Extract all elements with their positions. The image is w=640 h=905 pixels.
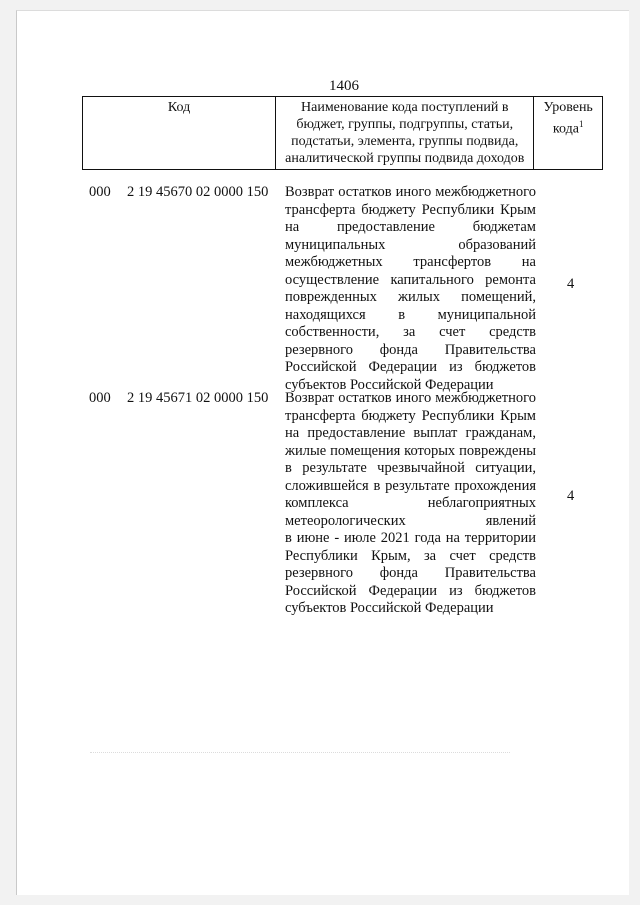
- table-row: [89, 184, 595, 396]
- name-line: сложившейся в результате прохождения: [285, 477, 536, 494]
- name-line: субъектов Российской Федерации: [285, 376, 494, 393]
- name-line: собственности, за счет средств: [285, 324, 536, 340]
- header-code: Код: [83, 97, 276, 170]
- name-line: Российской Федерации из бюджетов: [285, 582, 536, 599]
- name-line: жилые помещения которых повреждены: [285, 442, 536, 459]
- name-line: находящихся в муниципальной: [285, 306, 536, 323]
- name-line: субъектов Российской Федерации: [285, 600, 494, 616]
- header-level-text: Уровень кода: [543, 100, 593, 137]
- name-line: метеорологических явлений: [285, 512, 536, 529]
- name-line: Возврат остатков иного межбюджетного: [285, 184, 536, 200]
- name-line: резервного фонда Правительства: [285, 341, 536, 358]
- name-line: комплекса неблагоприятных: [285, 495, 536, 511]
- page-number: 1406: [329, 78, 359, 94]
- revenue-code: 2 19 45670 02 0000 150: [127, 184, 269, 200]
- footnote-marker: 1: [578, 119, 584, 129]
- header-level: [534, 97, 603, 170]
- header-table: [82, 96, 603, 170]
- name-line: осуществление капитального ремонта: [285, 271, 536, 288]
- table-row: [89, 390, 595, 620]
- header-name: Наименование кода поступлений в бюджет, группы, подгруппы, статьи, подстатьи, элемента, группы подвида, аналитической группы подвида доходов: [276, 97, 534, 170]
- name-line: резервного фонда Правительства: [285, 565, 536, 581]
- revenue-code: 2 19 45671 02 0000 150: [127, 390, 269, 406]
- name-line: муниципальных образований: [285, 236, 536, 253]
- name-line: Российской Федерации из бюджетов: [285, 359, 536, 375]
- name-line: в результате чрезвычайной ситуации,: [285, 460, 536, 476]
- admin-code: 000: [89, 184, 111, 200]
- revenue-name: [285, 184, 536, 394]
- name-line: на предоставление бюджетам: [285, 219, 536, 235]
- header-row: [83, 97, 603, 170]
- scan-artifact-divider: [90, 752, 510, 755]
- name-line: Республики Крым, за счет средств: [285, 547, 536, 564]
- name-line: трансферта бюджету Республики Крым: [285, 201, 536, 218]
- name-line: межбюджетных трансфертов на: [285, 254, 536, 270]
- name-line: на предоставление выплат гражданам,: [285, 425, 536, 441]
- admin-code: 000: [89, 390, 111, 406]
- code-level: 4: [567, 276, 575, 292]
- name-line: поврежденных жилых помещений,: [285, 289, 536, 305]
- code-level: 4: [567, 488, 575, 504]
- name-line: трансферта бюджету Республики Крым: [285, 407, 536, 424]
- revenue-name: [285, 390, 536, 618]
- name-line: Возврат остатков иного межбюджетного: [285, 390, 536, 406]
- name-line: в июне - июле 2021 года на территории: [285, 530, 536, 546]
